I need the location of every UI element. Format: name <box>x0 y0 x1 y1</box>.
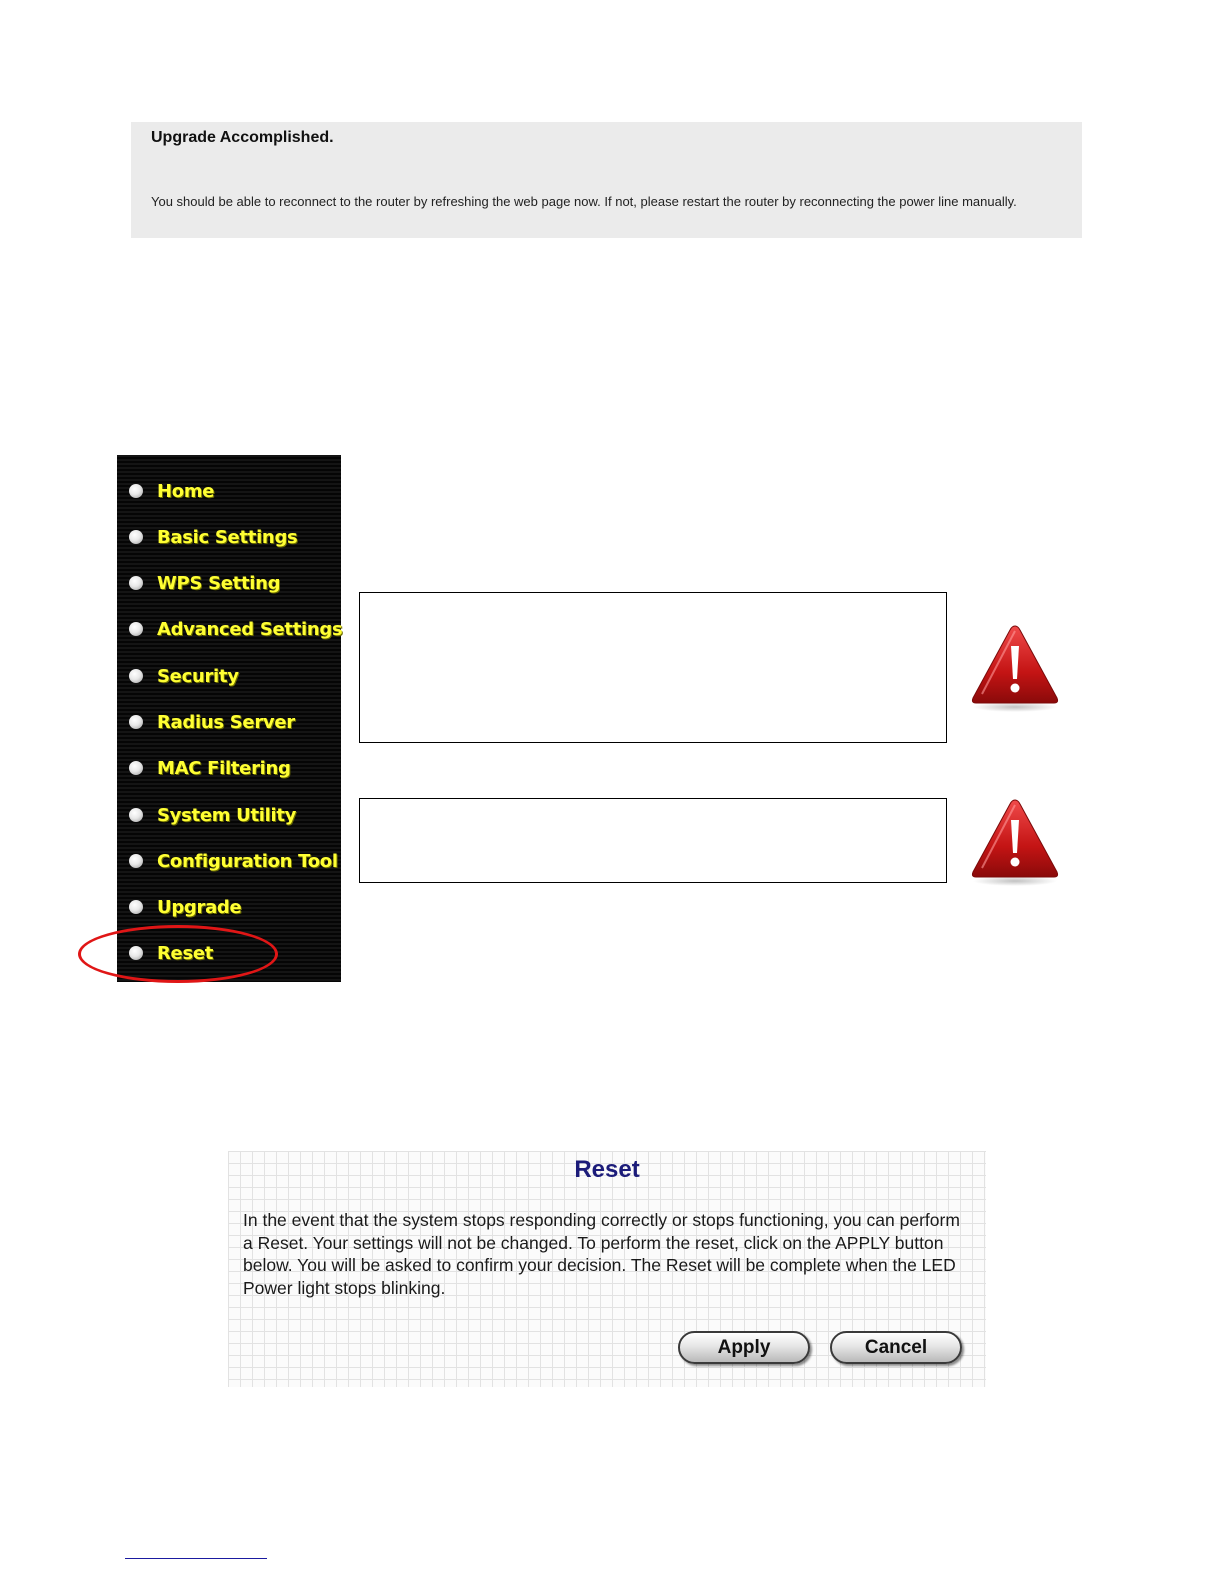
sidebar-item-label: Basic Settings <box>157 526 298 548</box>
sidebar-item-upgrade[interactable] <box>129 892 241 922</box>
bullet-icon <box>129 854 143 868</box>
reset-panel <box>228 1151 986 1387</box>
bullet-icon <box>129 669 143 683</box>
sidebar-menu <box>117 455 341 982</box>
bullet-icon <box>129 808 143 822</box>
bullet-icon <box>129 576 143 590</box>
sidebar-item-configuration-tool[interactable] <box>129 846 338 876</box>
sidebar-item-reset[interactable] <box>129 938 213 968</box>
sidebar-item-system-utility[interactable] <box>129 800 296 830</box>
bullet-icon <box>129 715 143 729</box>
note-box <box>359 798 947 883</box>
sidebar-item-label: Security <box>157 665 239 687</box>
sidebar-item-label: System Utility <box>157 804 297 826</box>
cancel-button[interactable]: Cancel <box>830 1331 962 1364</box>
sidebar-item-label: WPS Setting <box>157 572 281 594</box>
warning-icon <box>970 796 1060 888</box>
sidebar-item-mac-filtering[interactable] <box>129 753 291 783</box>
footnote-link[interactable] <box>125 1558 267 1559</box>
bullet-icon <box>129 622 143 636</box>
sidebar-item-wps-setting[interactable] <box>129 568 280 598</box>
bullet-icon <box>129 946 143 960</box>
bullet-icon <box>129 530 143 544</box>
warning-icon <box>970 622 1060 714</box>
sidebar-item-security[interactable] <box>129 661 239 691</box>
bullet-icon <box>129 484 143 498</box>
apply-button[interactable]: Apply <box>678 1331 810 1364</box>
sidebar-item-label: Advanced Settings <box>157 618 343 640</box>
page-title: Reset <box>574 1156 640 1183</box>
sidebar-item-home[interactable] <box>129 476 214 506</box>
sidebar-item-radius-server[interactable] <box>129 707 295 737</box>
bullet-icon <box>129 900 143 914</box>
sidebar-item-label: Upgrade <box>157 896 242 918</box>
upgrade-title: Upgrade Accomplished. <box>151 129 334 146</box>
sidebar-item-label: Reset <box>157 942 214 964</box>
sidebar-item-basic-settings[interactable] <box>129 522 297 552</box>
upgrade-message: You should be able to reconnect to the router by refreshing the web page now. If not, please restart the router by reconnecting the power line manually. <box>151 194 1017 209</box>
note-box <box>359 592 947 743</box>
sidebar-item-label: Radius Server <box>157 711 295 733</box>
sidebar-item-label: Home <box>157 480 215 502</box>
bullet-icon <box>129 761 143 775</box>
reset-description: In the event that the system stops responding correctly or stops functioning, you can perform a Reset. Your settings will not be changed. To perform the reset, click on the APPLY button below. You will be asked to confirm your decision. The Reset will be complete when the LED Power light stops blinking. <box>243 1210 960 1298</box>
upgrade-result-panel <box>131 122 1082 238</box>
sidebar-item-advanced-settings[interactable] <box>129 614 342 644</box>
sidebar-item-label: MAC Filtering <box>157 757 291 779</box>
sidebar-item-label: Configuration Tool <box>157 850 338 872</box>
